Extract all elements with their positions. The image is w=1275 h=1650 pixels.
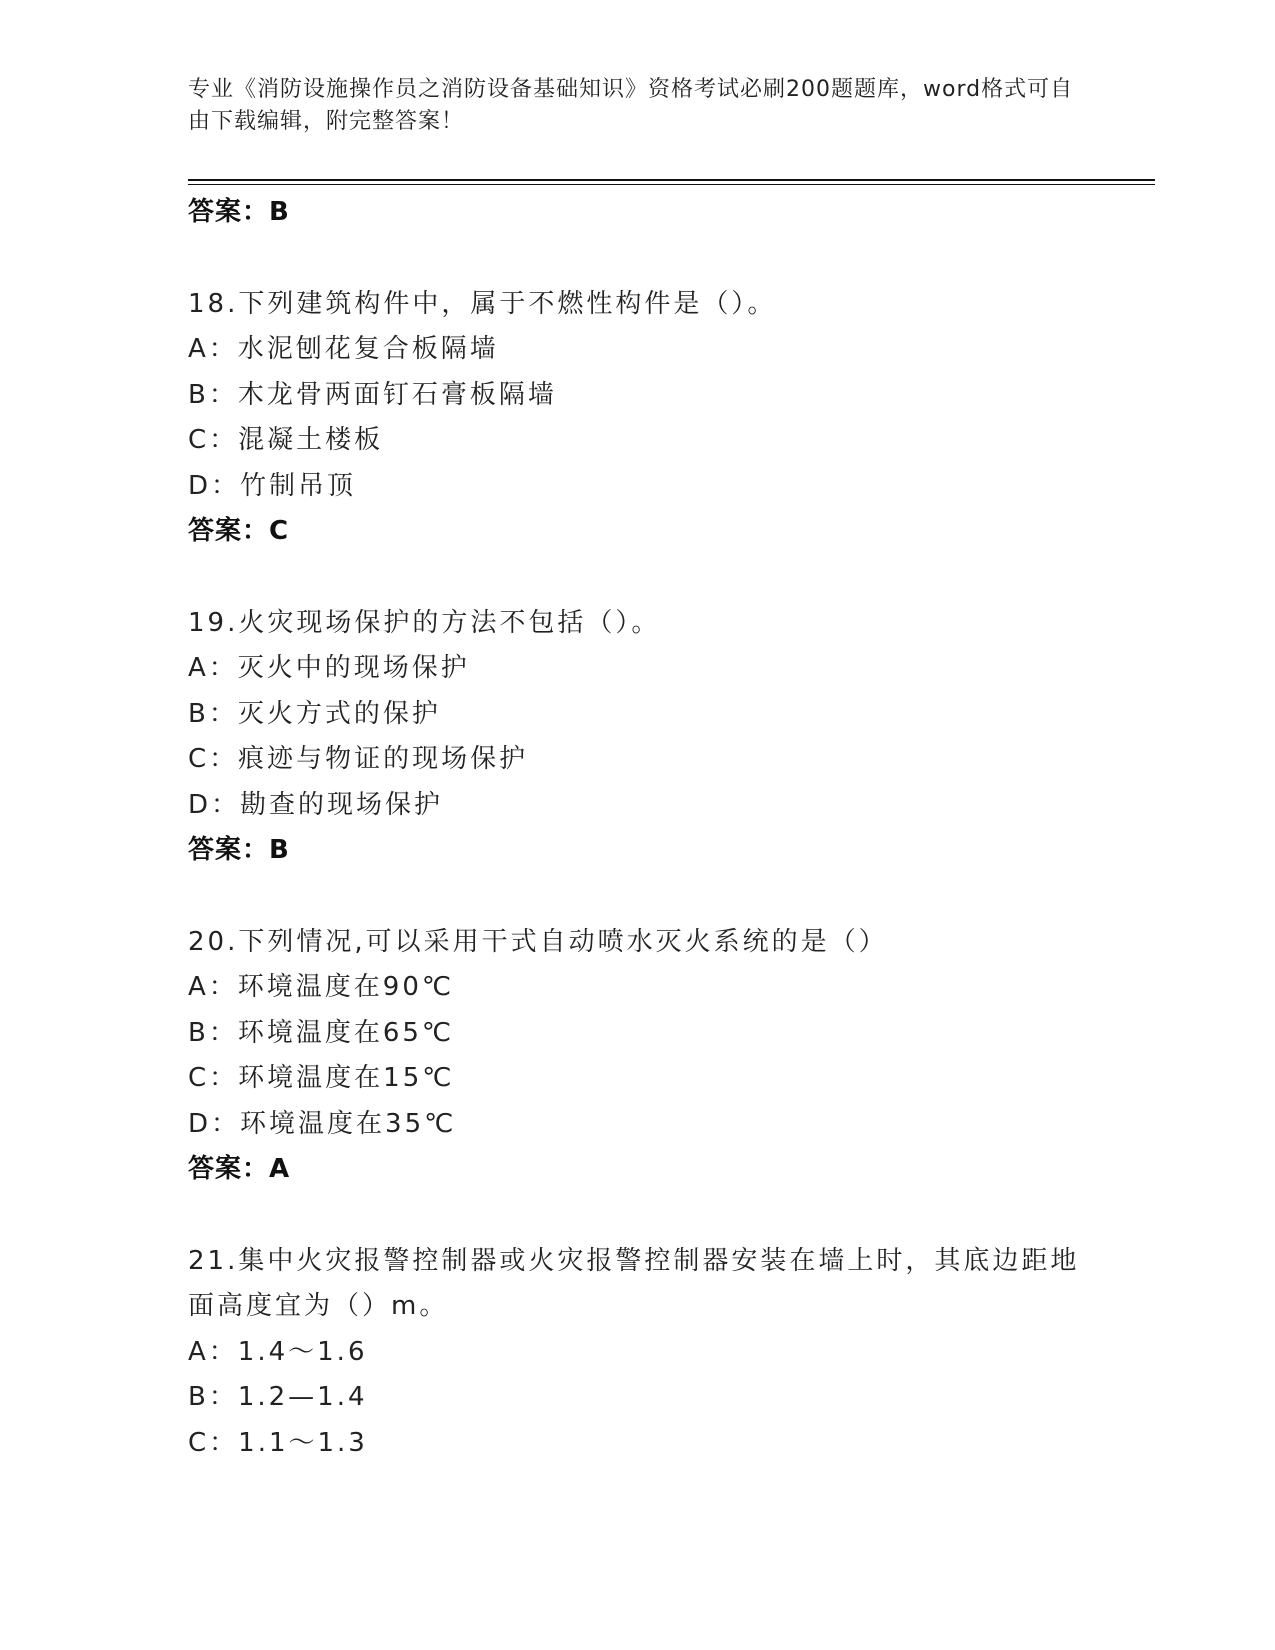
option-a: A：水泥刨花复合板隔墙	[188, 334, 499, 364]
answer-line: 答案：B	[188, 835, 290, 865]
option-c: C：痕迹与物证的现场保护	[188, 744, 529, 774]
option-c: C：1.1～1.3	[188, 1427, 368, 1458]
header-divider-thick	[188, 179, 1155, 181]
question-21	[188, 1239, 1088, 1467]
option-b: B：灭火方式的保护	[188, 698, 441, 729]
document-header: 专业《消防设施操作员之消防设备基础知识》资格考试必刷200题题库，word格式可自由下载编辑，附完整答案！	[188, 77, 1074, 134]
question-20	[188, 920, 1088, 1193]
option-a: A：灭火中的现场保护	[188, 653, 470, 683]
option-d: D：勘查的现场保护	[188, 789, 444, 820]
question-stem: 18.下列建筑构件中，属于不燃性构件是（）。	[188, 288, 777, 319]
answer-line: 答案：B	[188, 197, 290, 227]
question-content	[188, 190, 1088, 1466]
question-19	[188, 601, 1088, 874]
option-b: B：环境温度在65℃	[188, 1017, 455, 1048]
question-stem: 19.火灾现场保护的方法不包括（）。	[188, 607, 661, 638]
question-18	[188, 282, 1088, 555]
option-a: A：环境温度在90℃	[188, 972, 455, 1002]
answer-line: 答案：C	[188, 516, 290, 546]
header-divider-thin	[188, 184, 1155, 185]
option-a: A：1.4～1.6	[188, 1336, 368, 1367]
option-d: D：竹制吊顶	[188, 470, 357, 501]
option-c: C：环境温度在15℃	[188, 1063, 455, 1093]
question-stem: 21.集中火灾报警控制器或火灾报警控制器安装在墙上时，其底边距地面高度宜为（）m。	[188, 1245, 1080, 1321]
option-c: C：混凝土楼板	[188, 425, 384, 455]
option-d: D：环境温度在35℃	[188, 1108, 457, 1139]
option-b: B：1.2—1.4	[188, 1382, 368, 1412]
answer-line: 答案：A	[188, 1154, 291, 1184]
question-stem: 20.下列情况,可以采用干式自动喷水灭火系统的是（）	[188, 926, 888, 957]
option-b: B：木龙骨两面钉石膏板隔墙	[188, 379, 557, 410]
